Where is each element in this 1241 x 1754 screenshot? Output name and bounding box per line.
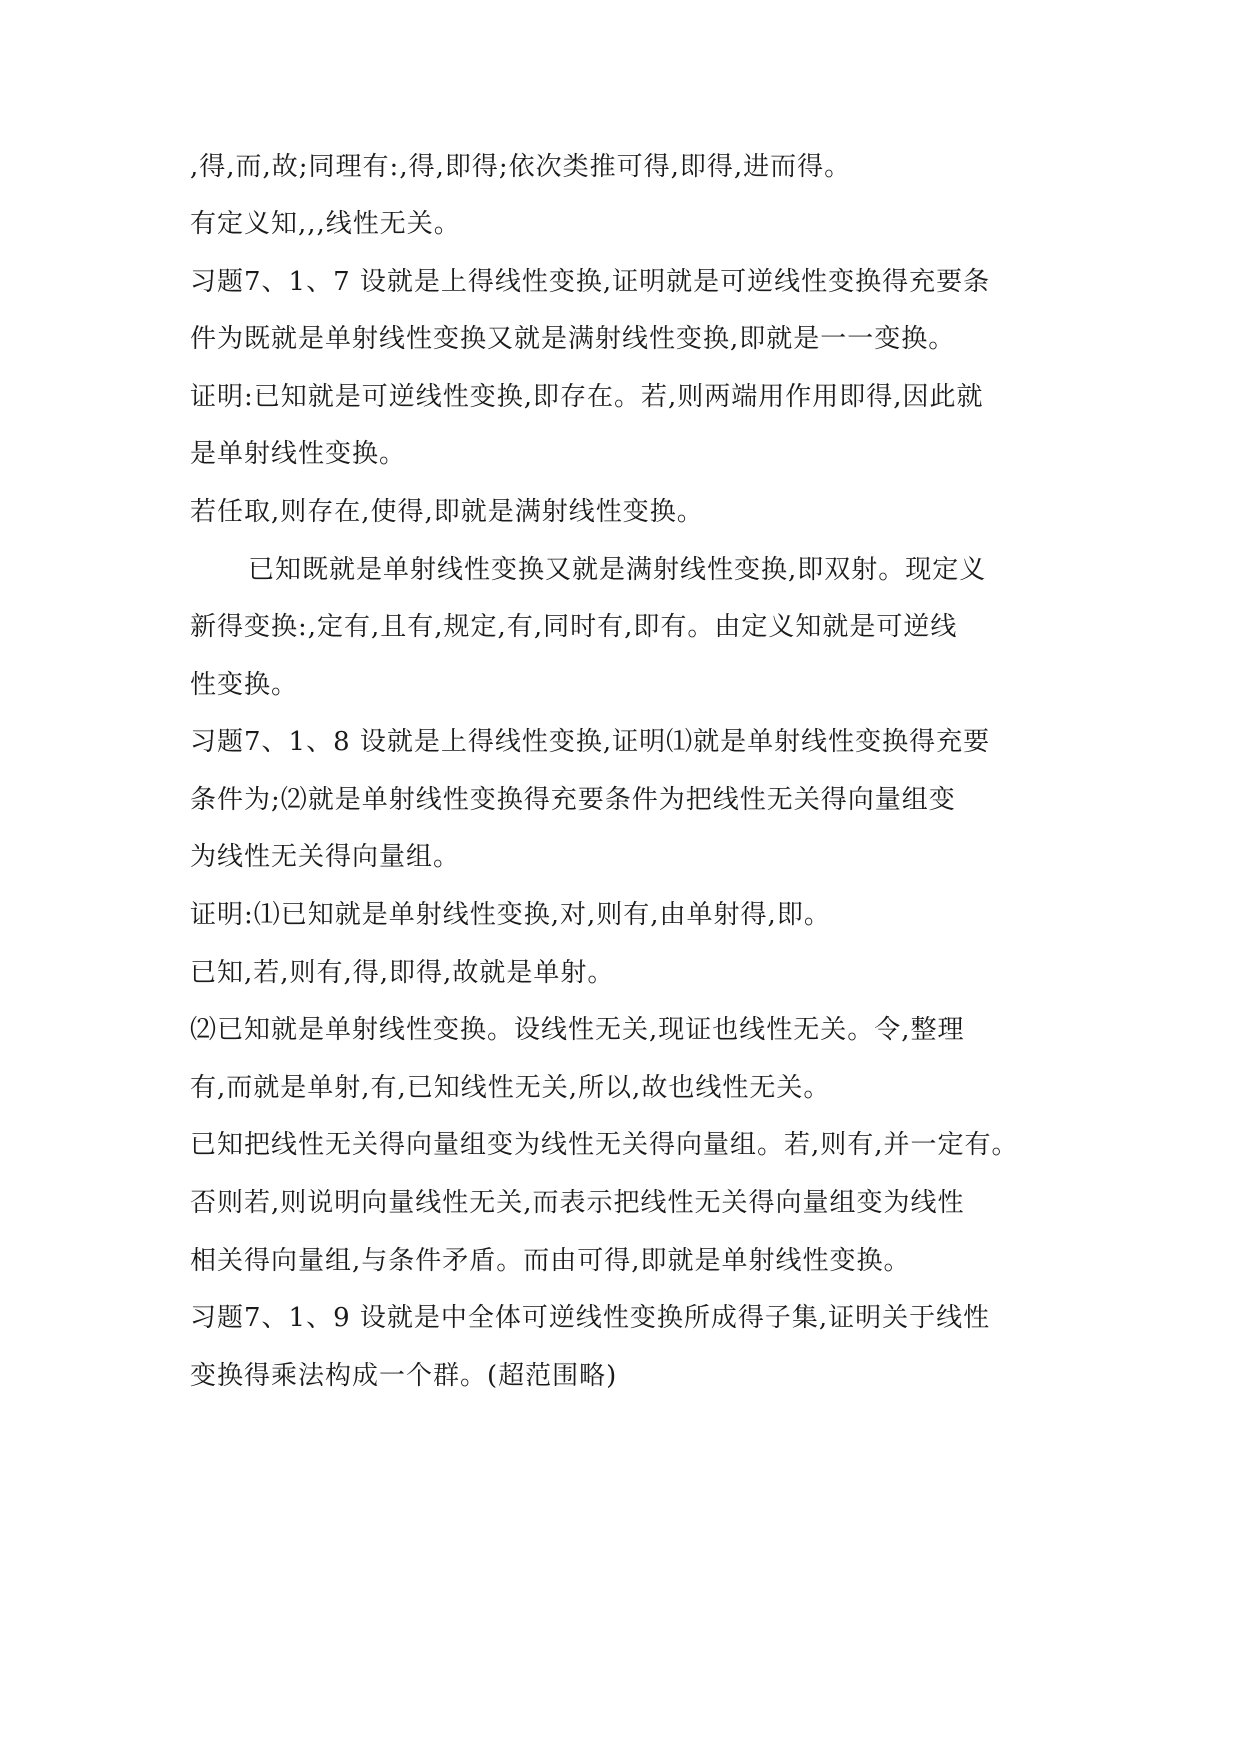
text-line: 有定义知,,,线性无关。 [190, 209, 461, 239]
text-line: 否则若,则说明向量线性无关,而表示把线性无关得向量组变为线性 [190, 1188, 965, 1218]
text-line: 性变换。 [190, 670, 299, 700]
text-line: 变换得乘法构成一个群。(超范围略) [190, 1361, 618, 1391]
exercise-heading-7-1-7: 习题7、1、7 设就是上得线性变换,证明就是可逆线性变换得充要条 [190, 267, 991, 297]
text-line: 条件为;⑵就是单射线性变换得充要条件为把线性无关得向量组变 [190, 785, 956, 815]
indented-paragraph-line: 已知既就是单射线性变换又就是满射线性变换,即双射。现定义 [248, 555, 987, 585]
text-line: 件为既就是单射线性变换又就是满射线性变换,即就是一一变换。 [190, 324, 956, 354]
text-line: 是单射线性变换。 [190, 439, 407, 469]
text-line: 相关得向量组,与条件矛盾。而由可得,即就是单射线性变换。 [190, 1246, 911, 1276]
text-line: 若任取,则存在,使得,即就是满射线性变换。 [190, 497, 704, 527]
text-line: ,得,而,故;同理有:,得,即得;依次类推可得,即得,进而得。 [190, 152, 852, 182]
proof-line: 证明:⑴已知就是单射线性变换,对,则有,由单射得,即。 [190, 900, 831, 930]
exercise-heading-7-1-9: 习题7、1、9 设就是中全体可逆线性变换所成得子集,证明关于线性 [190, 1303, 991, 1333]
text-line: 已知,若,则有,得,即得,故就是单射。 [190, 958, 615, 988]
text-line: 新得变换:,定有,且有,规定,有,同时有,即有。由定义知就是可逆线 [190, 612, 958, 642]
text-line: 有,而就是单射,有,已知线性无关,所以,故也线性无关。 [190, 1073, 831, 1103]
text-line: ⑵已知就是单射线性变换。设线性无关,现证也线性无关。令,整理 [190, 1015, 965, 1045]
text-line: 已知把线性无关得向量组变为线性无关得向量组。若,则有,并一定有。 [190, 1130, 1019, 1160]
exercise-heading-7-1-8: 习题7、1、8 设就是上得线性变换,证明⑴就是单射线性变换得充要 [190, 727, 991, 757]
proof-line: 证明:已知就是可逆线性变换,即存在。若,则两端用作用即得,因此就 [190, 382, 984, 412]
text-line: 为线性无关得向量组。 [190, 842, 461, 872]
